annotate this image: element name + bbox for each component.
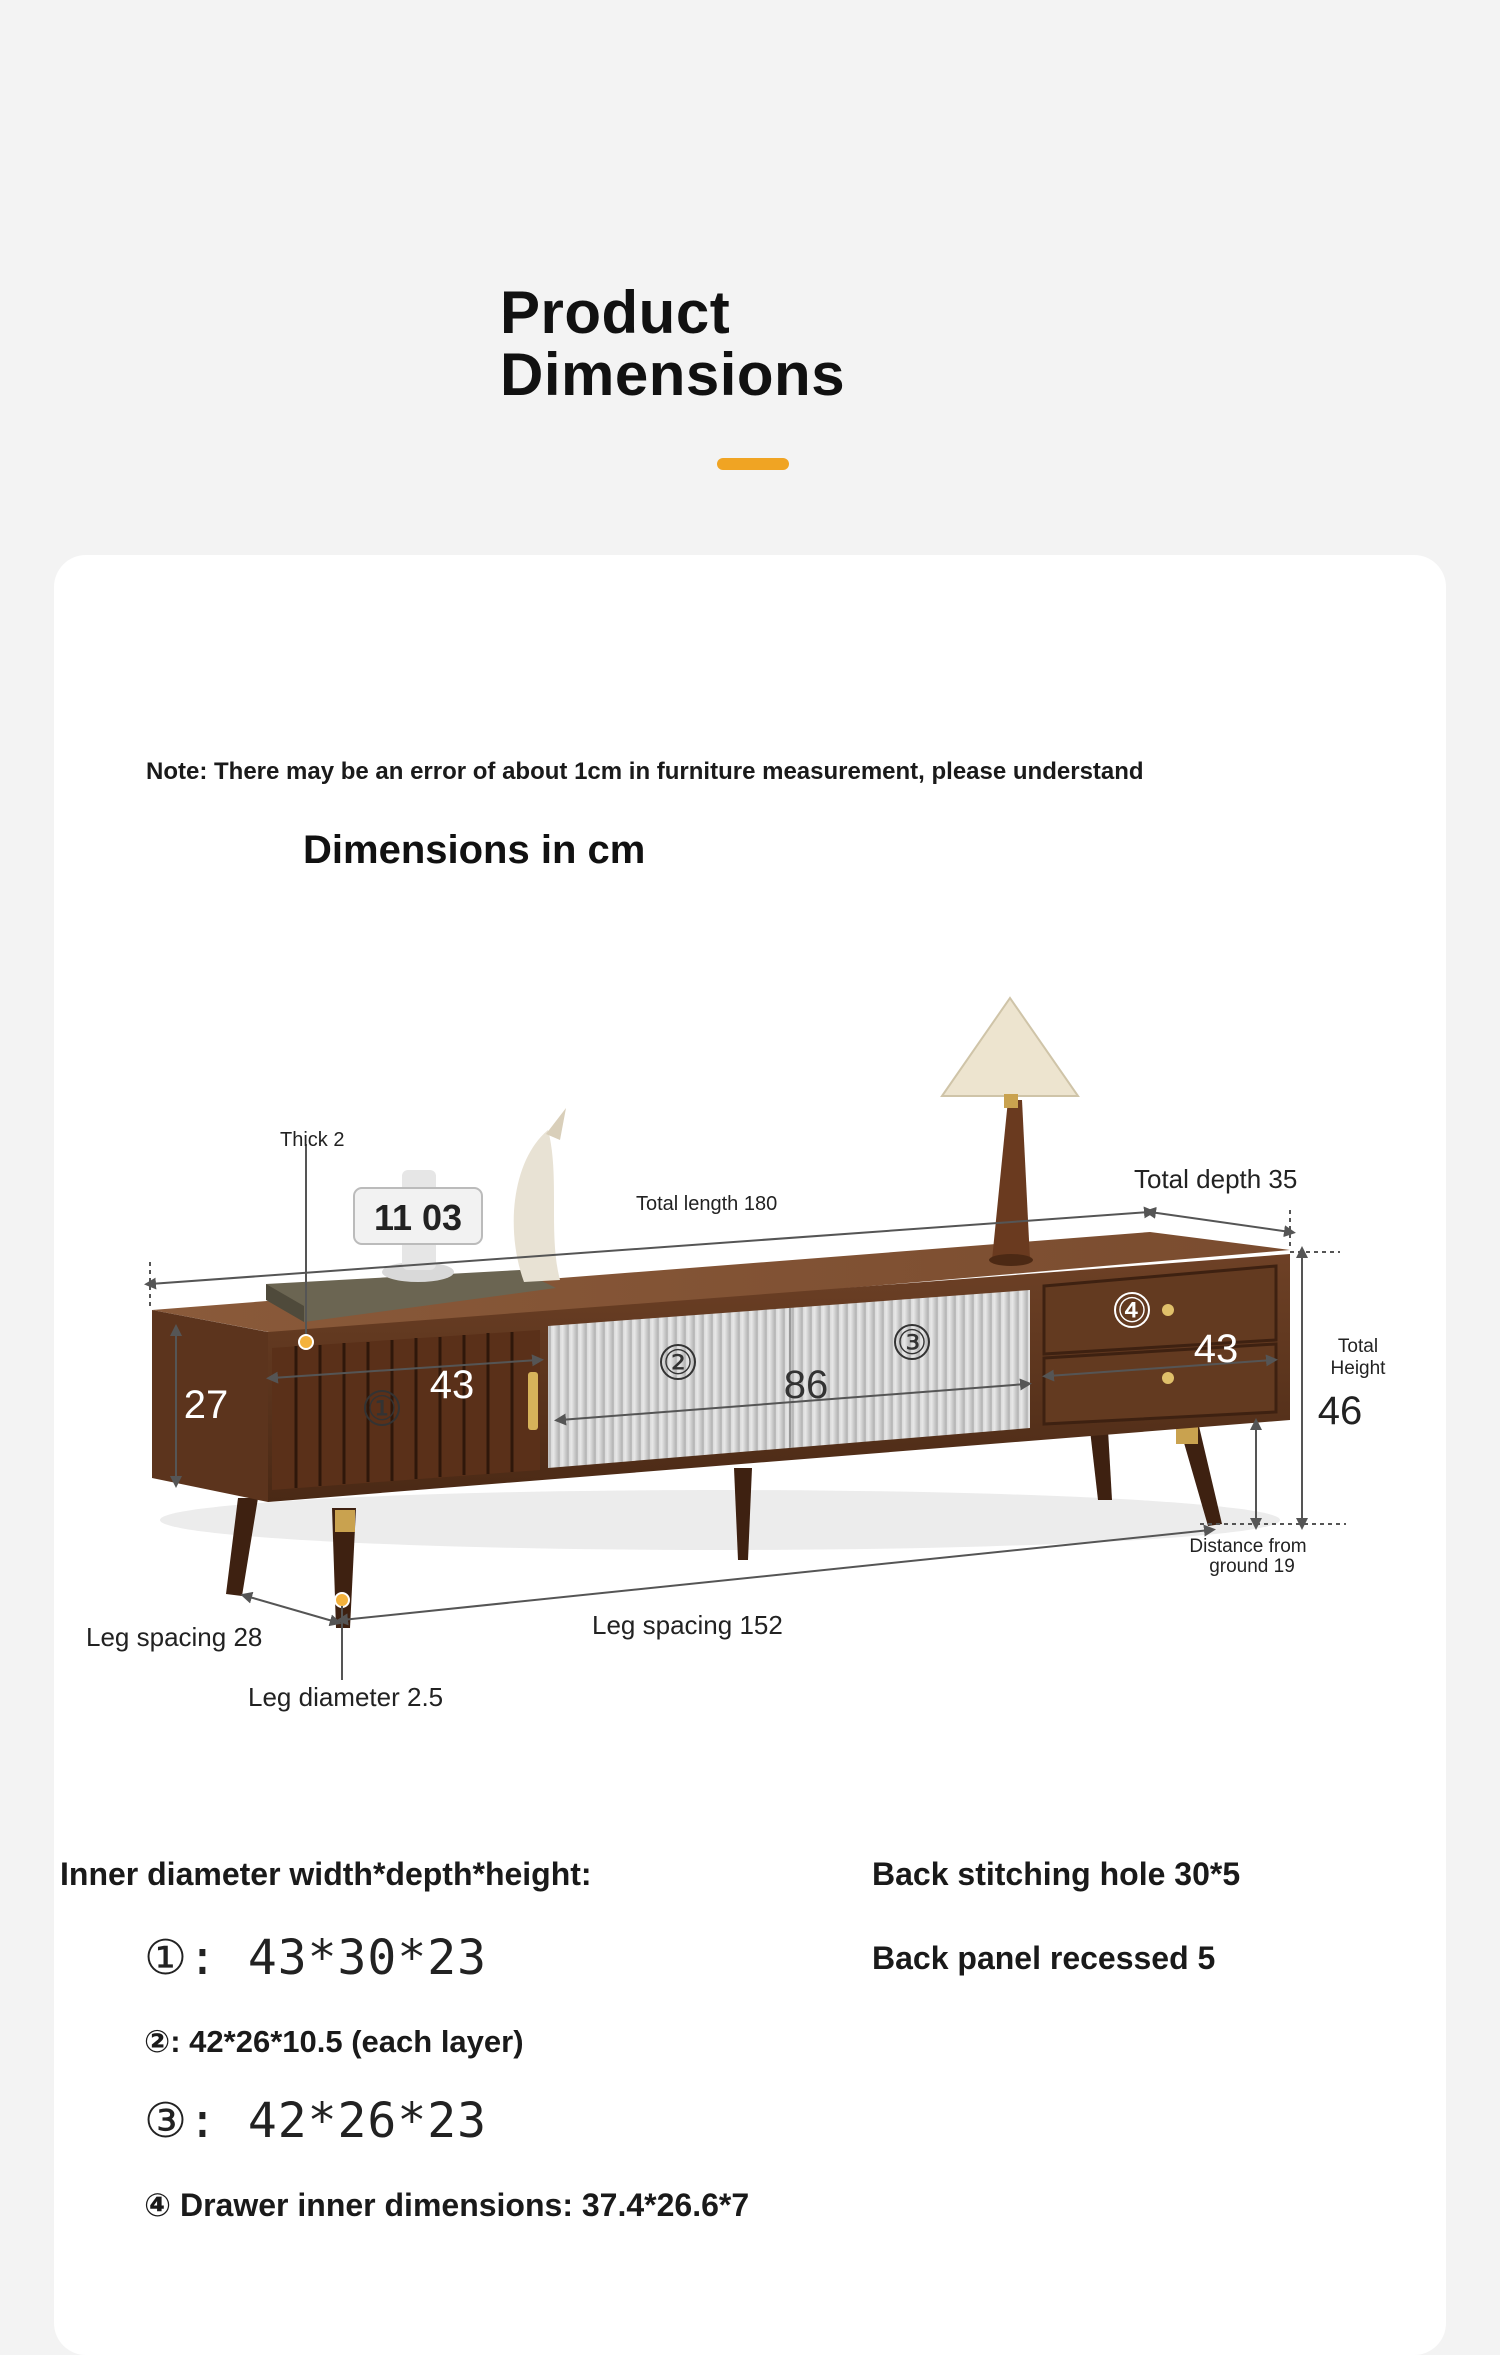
back-panel-recess: Back panel recessed 5: [872, 1940, 1216, 1976]
inner-dimension-1: ①: 43*30*23: [144, 1930, 488, 1986]
measurement-note: Note: There may be an error of about 1cm in furniture measurement, please understand: [146, 758, 1144, 785]
dimensions-subtitle: Dimensions in cm: [303, 828, 646, 872]
leg-diameter-label: Leg diameter 2.5: [248, 1682, 444, 1712]
middle-width: 86: [783, 1363, 829, 1407]
compartment-1-marker: ①: [366, 1390, 398, 1428]
total-length-label: Total length 180: [636, 1193, 778, 1215]
page-title-line-1: Product: [500, 279, 731, 346]
left-door-slats: [272, 1330, 540, 1490]
ground-distance-line1: Distance from: [1189, 1536, 1307, 1557]
inner-dimension-2: ②: 42*26*10.5 (each layer): [144, 2024, 524, 2059]
thick-label: Thick 2: [280, 1129, 345, 1151]
total-height-label-line2: Height: [1330, 1358, 1386, 1379]
compartment-2-marker: ②: [662, 1344, 694, 1382]
leg-diameter-marker: [335, 1593, 349, 1607]
clock-display: 11 03: [373, 1197, 463, 1238]
compartment-1-width: 43: [429, 1363, 475, 1407]
total-depth-label: Total depth 35: [1134, 1164, 1298, 1194]
thickness-marker: [299, 1335, 313, 1349]
drawer-marker: ④: [1116, 1292, 1148, 1330]
drawer-unit: [1044, 1266, 1276, 1424]
drawer-width: 43: [1193, 1327, 1239, 1371]
back-stitching-hole: Back stitching hole 30*5: [872, 1856, 1241, 1892]
leg-spacing-front-label: Leg spacing 152: [592, 1610, 783, 1640]
ground-distance-line2: ground 19: [1209, 1556, 1295, 1577]
page-title-line-2: Dimensions: [500, 341, 846, 408]
inner-dimension-3: ③: 42*26*23: [144, 2093, 488, 2149]
drawer-inner-dimensions: ④ Drawer inner dimensions: 37.4*26.6*7: [144, 2187, 750, 2223]
total-height-value: 46: [1317, 1389, 1363, 1433]
inner-dimensions-heading: Inner diameter width*depth*height:: [60, 1856, 592, 1892]
leg-spacing-side-label: Leg spacing 28: [86, 1622, 263, 1652]
compartment-3-marker: ③: [896, 1324, 928, 1362]
side-height-value: 27: [183, 1383, 229, 1427]
total-height-label-line1: Total: [1337, 1336, 1379, 1357]
